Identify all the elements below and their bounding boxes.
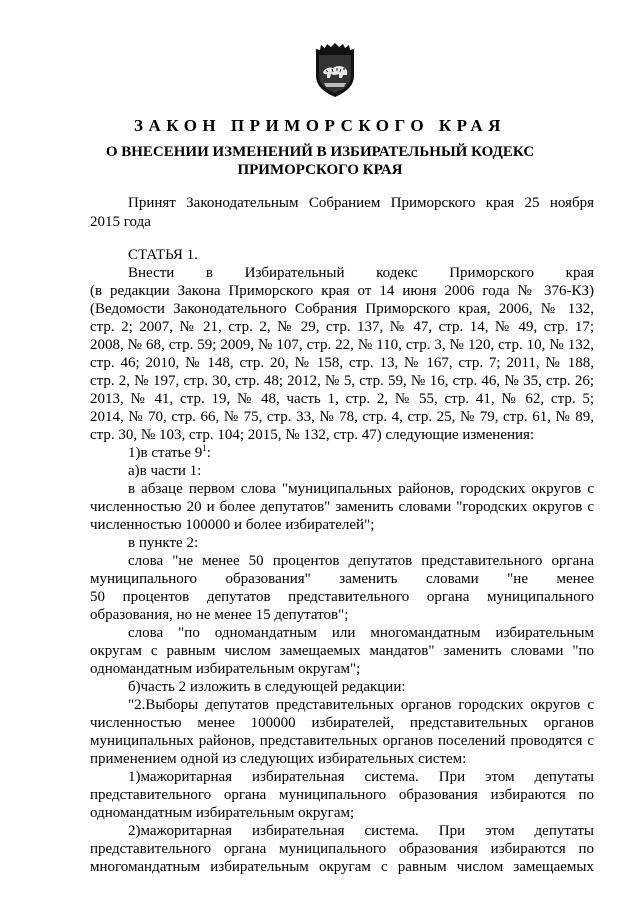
adoption-note-line: 2015 года [90,214,151,230]
body-line: слова "по одномандатным или многомандатным избирательным [128,625,594,641]
primorsky-coat-of-arms-icon [313,42,357,98]
item-line: б)часть 2 изложить в следующей редакции: [128,679,406,695]
law-subtitle-line: ПРИМОРСКОГО КРАЯ [237,162,403,178]
body-line: одномандатным избирательным округам"; [90,661,361,677]
body-line: стр. 30, № 103, стр. 104; 2015, № 132, стр. 47) следующие изменения: [90,427,535,443]
item-line: а)в части 1: [128,463,202,479]
body-line: численностью 20 и более депутатов" заменить словами "городских округов с [90,499,594,515]
body-line: в абзаце первом слова "муниципальных районов, городских округов с [128,481,594,497]
body-line: численностью 100000 и более избирателей"; [90,517,375,533]
body-line: 2008, № 68, стр. 59; 2009, № 107, стр. 22, № 110, стр. 3, № 120, стр. 10, № 132, [90,337,594,353]
article-heading: СТАТЬЯ 1. [128,247,198,263]
body-line: 1)мажоритарная избирательная система. При этом депутаты [128,769,594,785]
body-line: применением одной из следующих избирательных систем: [90,751,467,767]
law-subtitle-line: О ВНЕСЕНИИ ИЗМЕНЕНИЙ В ИЗБИРАТЕЛЬНЫЙ КОДЕКС [105,144,535,160]
law-title: ЗАКОН ПРИМОРСКОГО КРАЯ [134,116,506,135]
item-colon: : [206,445,211,461]
body-line: слова "не менее 50 процентов депутатов представительного органа [128,553,594,569]
body-line: одномандатным избирательным округам; [90,805,355,821]
body-line: (Ведомости Законодательного Собрания Приморского края, 2006, № 132, [90,301,594,317]
body-line: 50 процентов депутатов представительного органа муниципального [90,589,594,605]
adoption-note-line: Принят Законодательным Собранием Приморского края 25 ноября [128,195,594,211]
body-line: стр. 2; 2007, № 21, стр. 2, № 29, стр. 137, № 47, стр. 14, № 49, стр. 17; [90,319,594,335]
body-line: численностью менее 100000 избирателей, представительных органов [90,715,594,731]
body-line: Внести в Избирательный кодекс Приморского края [128,265,594,281]
body-line: образования, но не менее 15 депутатов"; [90,607,349,623]
body-line: 2)мажоритарная избирательная система. При этом депутаты [128,823,594,839]
article-superscript: 1 [202,443,207,453]
body-line: представительного органа муниципального образования избираются по [90,787,594,803]
body-line: "2.Выборы депутатов представительных органов городских округов с [128,697,594,713]
body-line: представительного органа муниципального образования избираются по [90,841,594,857]
law-subtitle [0,143,640,179]
item-line [128,444,594,462]
body-line: муниципального образования" заменить словами "не менее [90,571,594,587]
body-line: 2014, № 70, стр. 66, № 75, стр. 33, № 78, стр. 4, стр. 25, № 79, стр. 61, № 89, [90,409,594,425]
body-line: муниципальных районов, представительных органов поселений проводятся с [90,733,594,749]
body-line: округам с равным числом замещаемых мандатов" заменить словами "по [90,643,594,659]
body-line: стр. 46; 2010, № 148, стр. 20, № 158, стр. 13, № 167, стр. 7; 2011, № 188, [90,355,594,371]
body-line: многомандатным избирательным округам с равным числом замещаемых [90,859,594,875]
body-line: (в редакции Закона Приморского края от 14 июня 2006 года № 376-КЗ) [90,283,594,299]
body-line: 2013, № 41, стр. 19, № 48, часть 1, стр. 2, № 55, стр. 41, № 62, стр. 5; [90,391,594,407]
item-text: 1)в статье 9 [128,445,203,461]
item-line: в пункте 2: [128,535,199,551]
body-line: стр. 2, № 197, стр. 30, стр. 48; 2012, № 5, стр. 59, № 16, стр. 46, № 35, стр. 26; [90,373,594,389]
